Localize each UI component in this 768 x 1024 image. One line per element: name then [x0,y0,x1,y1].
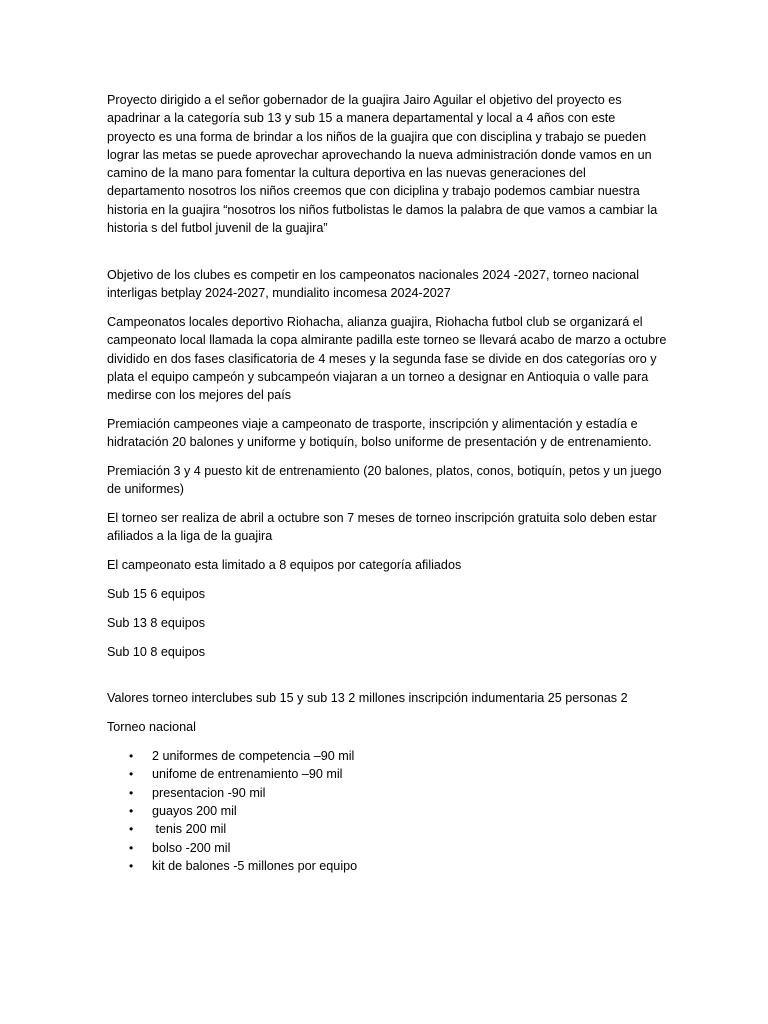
blank-line [107,671,667,689]
list-item [107,857,667,875]
list-item-text: guayos 200 mil [152,803,237,818]
list-item-text: 2 uniformes de competencia –90 mil [152,749,355,764]
list-item [107,839,667,857]
bullet-icon: • [129,803,134,818]
list-item [107,784,667,802]
list-item [107,747,667,765]
list-item [107,802,667,820]
costs-bullet-list [107,747,667,875]
third-fourth-prize-paragraph: Premiación 3 y 4 puesto kit de entrenamiento (20 balones, platos, conos, botiquín, petos y un juego de uniformes) [107,464,662,497]
champions-prize-paragraph: Premiación campeones viaje a campeonato de trasporte, inscripción y alimentación y estadía e hidratación 20 balones y uniforme y botiquín, bolso uniforme de presentación y de entrenamiento. [107,416,652,450]
list-item-text: unifome de entrenamiento –90 mil [152,767,343,782]
bullet-icon: • [129,749,134,764]
sub15-teams: Sub 15 6 equipos [107,587,206,602]
list-item-text: kit de balones -5 millones por equipo [152,858,358,873]
list-item-text: bolso -200 mil [152,840,231,855]
national-tournament-heading: Torneo nacional [107,720,196,735]
bullet-icon: • [129,767,134,782]
list-item-text: presentacion -90 mil [152,785,266,800]
team-limit-paragraph: El campeonato esta limitado a 8 equipos por categoría afiliados [107,558,462,573]
bullet-icon: • [129,858,134,873]
interclub-values-paragraph: Valores torneo interclubes sub 15 y sub 13 2 millones inscripción indumentaria 25 personas 2 [107,691,628,706]
sub13-teams: Sub 13 8 equipos [107,615,206,630]
objective-paragraph: Objetivo de los clubes es competir en los campeonatos nacionales 2024 -2027, torneo nacional interligas betplay 2024-2027, mundialito incomesa 2024-2027 [107,267,640,301]
tournament-schedule-paragraph: El torneo ser realiza de abril a octubre son 7 meses de torneo inscripción gratuita solo deben estar afiliados a la liga de la guajira [107,511,657,544]
list-item-text: tenis 200 mil [152,822,227,837]
blank-line [107,248,667,266]
bullet-icon: • [129,840,134,855]
list-item [107,765,667,783]
list-item [107,820,667,838]
bullet-icon: • [129,822,134,837]
sub10-teams: Sub 10 8 equipos [107,644,206,659]
document-page [107,91,667,875]
intro-paragraph: Proyecto dirigido a el señor gobernador de la guajira Jairo Aguilar el objetivo del proyecto es apadrinar a la categoría sub 13 y sub 15 a manera departamental y local a 4 años con este proyecto es una forma de brindar a los niños de la guajira que con disciplina y trabajo se pueden lograr las metas se puede aprovechar aprovechando la nueva administración donde vamos en un camino de la mano para fomentar la cultura deportiva en las nuevas generaciones del departamento nosotros los niños creemos que con diciplina y trabajo podemos cambiar nuestra historia en la guajira “nosotros los niños futbolistas le damos la palabra de que vamos a cambiar la historia s del futbol juvenil de la guajira” [107,93,658,236]
bullet-icon: • [129,785,134,800]
local-championships-paragraph: Campeonatos locales deportivo Riohacha, alianza guajira, Riohacha futbol club se organizará el campeonato local llamada la copa almirante padilla este torneo se llevará acabo de marzo a octubre dividido en dos fases clasificatoria de 4 meses y la segunda fase se divide en dos categorías oro y plata el equipo campeón y subcampeón viajaran a un torneo a designar en Antioquia o valle para medirse con los mejores del país [107,314,667,403]
